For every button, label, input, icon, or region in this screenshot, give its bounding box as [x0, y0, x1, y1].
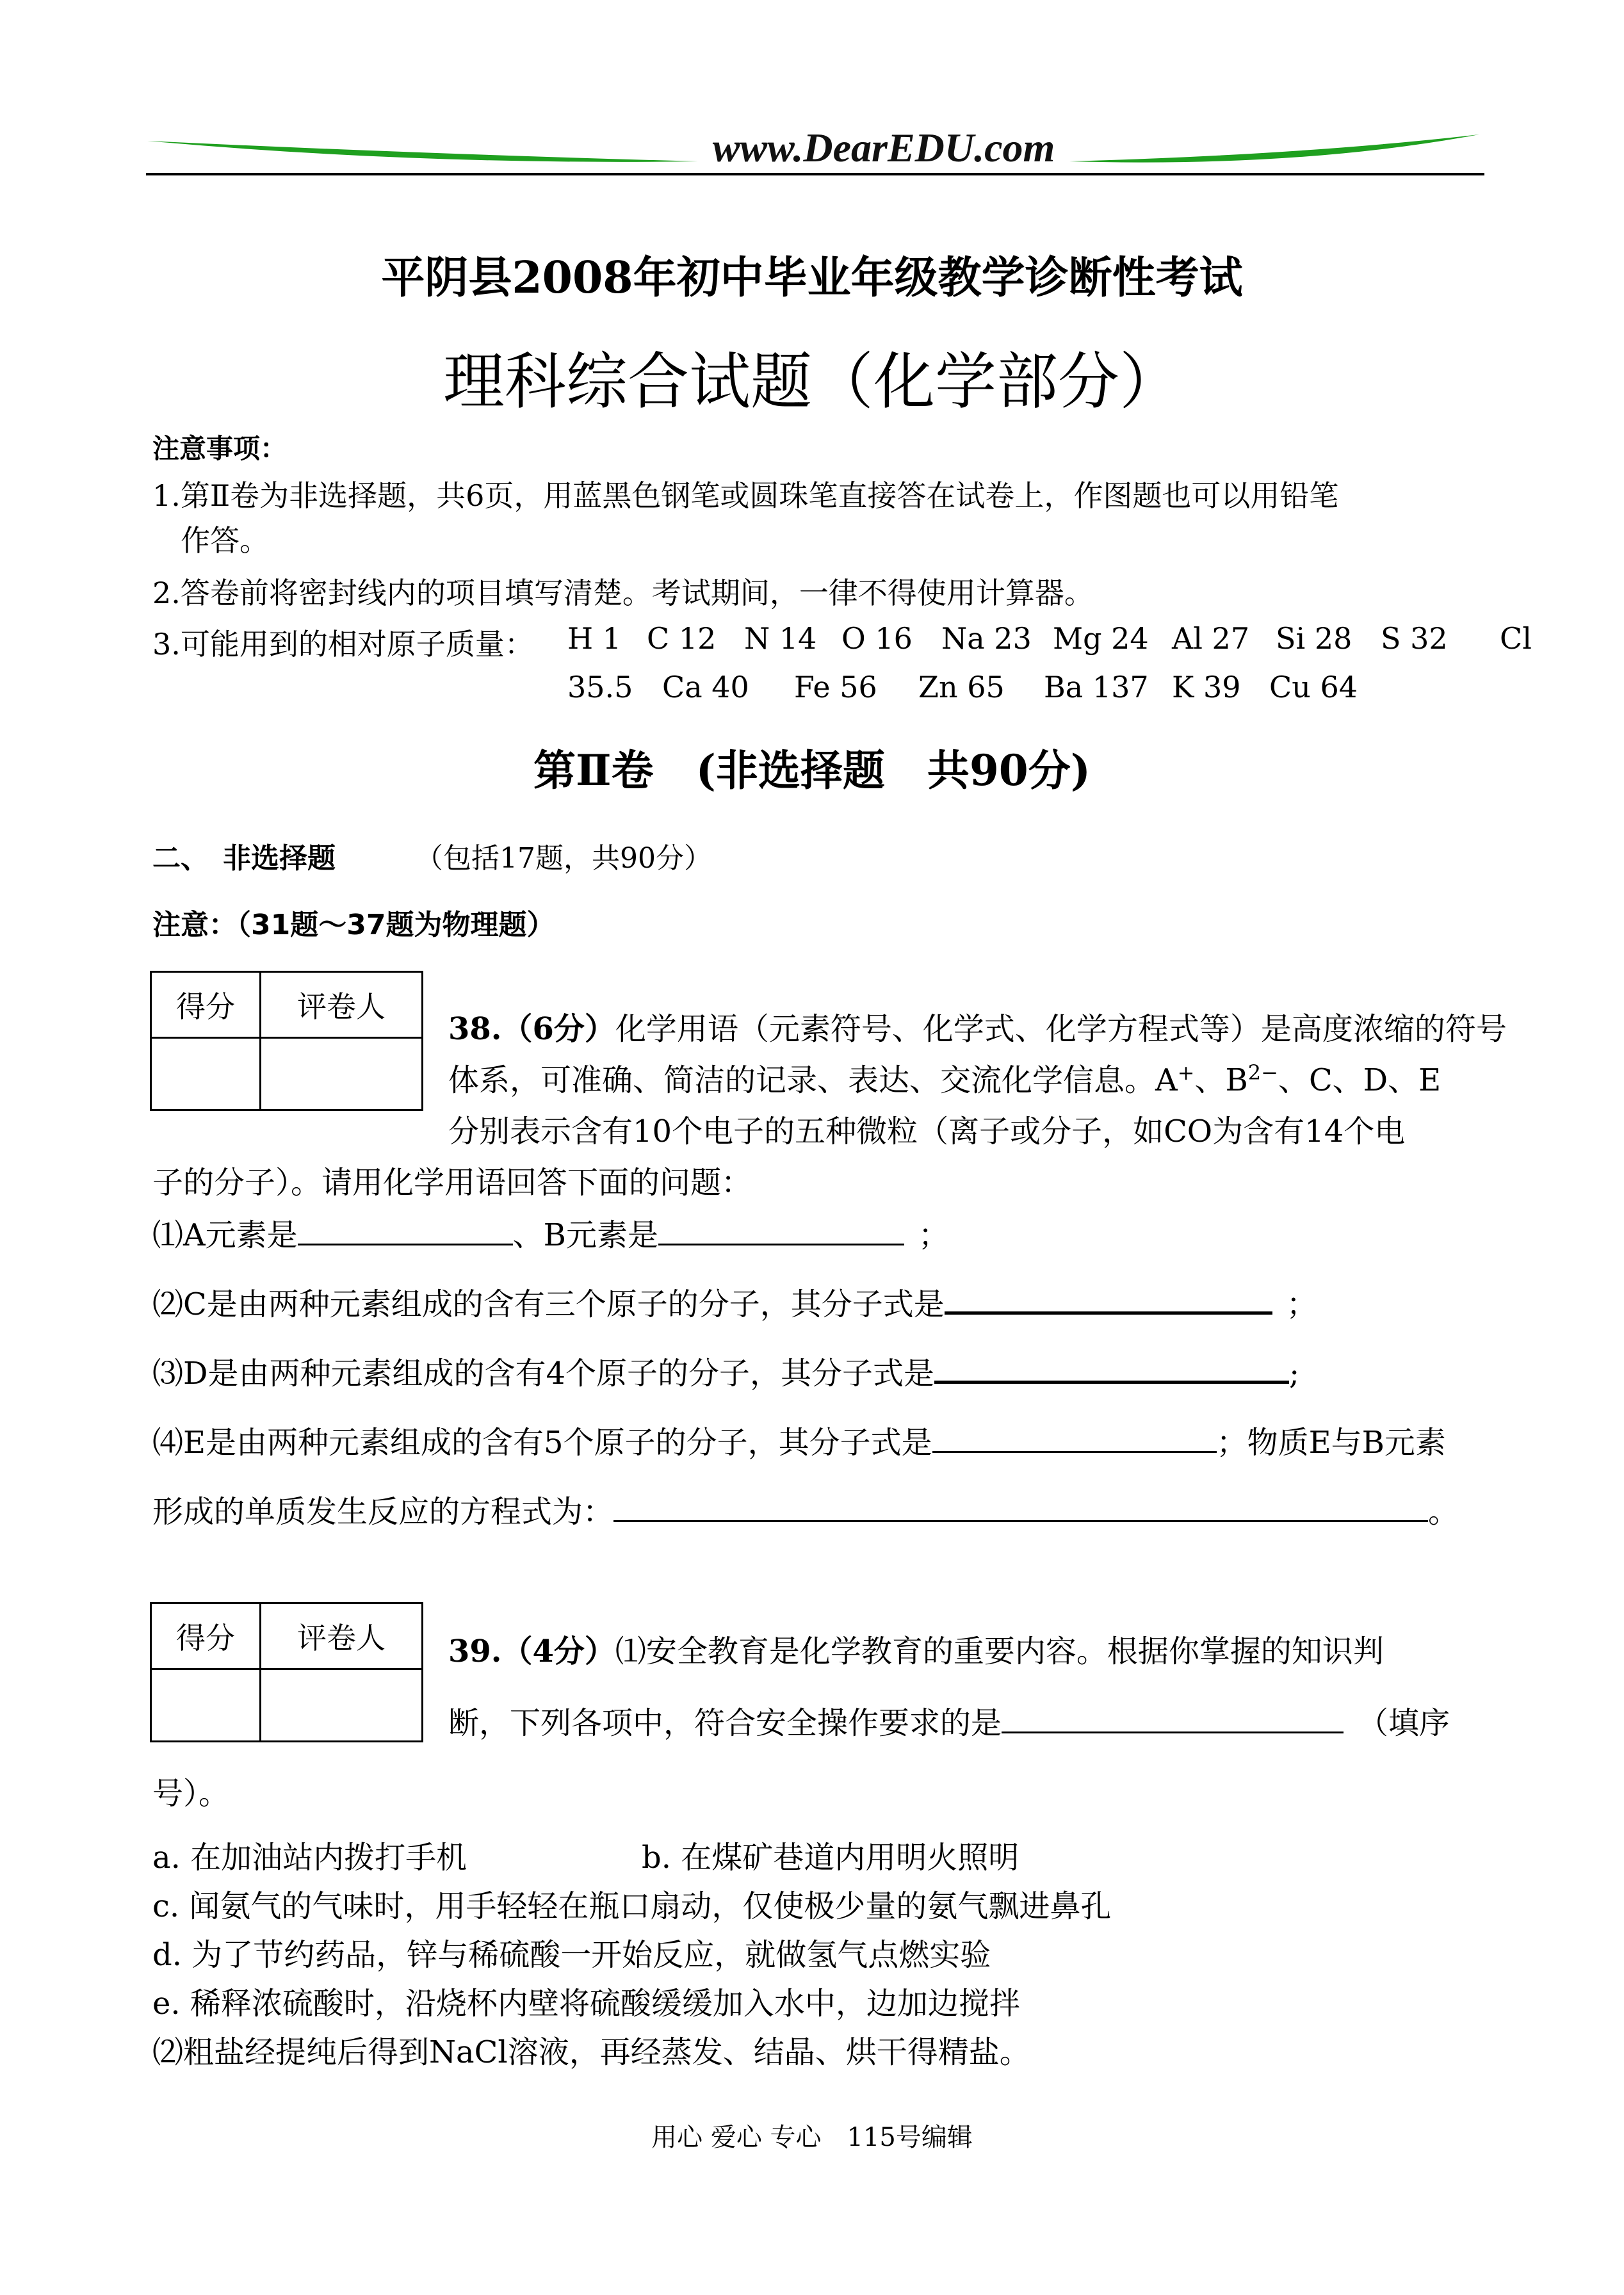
header-logo	[147, 122, 1492, 179]
q38-line-2	[448, 1055, 1441, 1099]
mass-h: H 1	[567, 621, 622, 656]
mass-s: S 32	[1381, 621, 1448, 656]
mass-mg: Mg 24	[1053, 621, 1149, 656]
grader-cell[interactable]	[261, 1038, 423, 1110]
page-footer: 用心 爱心 专心 115号编辑	[651, 2123, 973, 2152]
mass-c: C 12	[647, 621, 717, 656]
answer-blank-a-element[interactable]	[298, 1218, 513, 1245]
notes-item-1-cont: 作答。	[181, 523, 269, 558]
notes-item-1: 1.第Ⅱ卷为非选择题，共6页，用蓝黑色钢笔或圆珠笔直接答在试卷上，作图题也可以用铅笔	[152, 478, 1339, 513]
q38-p3-b: ;	[1289, 1356, 1300, 1391]
answer-blank-c-formula[interactable]	[945, 1286, 1272, 1315]
q39-text-2a: 断，下列各项中，符合安全操作要求的是	[448, 1705, 1002, 1741]
mass-ca: Ca 40	[662, 670, 749, 704]
q38-p5-b: 。	[1428, 1494, 1459, 1530]
header-rule	[146, 173, 1484, 175]
mass-k: K 39	[1172, 670, 1241, 704]
part-note: （包括17题，共90分）	[415, 842, 712, 875]
mass-zn: Zn 65	[918, 670, 1005, 704]
q39-text-2b: （填序	[1358, 1705, 1450, 1741]
mass-na: Na 23	[941, 621, 1032, 656]
score-cell[interactable]	[151, 1038, 261, 1110]
q38-part-4	[152, 1418, 1446, 1462]
notes-heading: 注意事项：	[152, 433, 288, 464]
notes-item-3-label: 3.可能用到的相对原子质量：	[152, 627, 534, 661]
q38-p2-a: ⑵C是由两种元素组成的含有三个原子的分子，其分子式是	[152, 1286, 945, 1322]
q38-p4-b: ；物质E与B元素	[1216, 1425, 1446, 1461]
q39-number: 39.（4分）	[448, 1634, 615, 1669]
q38-p1-a: ⑴A元素是	[152, 1217, 298, 1253]
score-box-q39	[150, 1602, 423, 1742]
grader-cell[interactable]	[261, 1669, 423, 1742]
q38-text-2c: 、C、D、E	[1278, 1062, 1441, 1098]
q39-line-1	[448, 1626, 1384, 1671]
q38-part-3	[152, 1349, 1299, 1393]
logo-swoosh-right	[1069, 134, 1479, 163]
q38-number: 38.（6分）	[448, 1011, 615, 1047]
q38-line-3: 分别表示含有10个电子的五种微粒（离子或分子，如CO为含有14个电	[448, 1114, 1406, 1149]
q38-p3-a: ⑶D是由两种元素组成的含有4个原子的分子，其分子式是	[152, 1356, 935, 1391]
q38-p1-b: 、B元素是	[512, 1217, 658, 1253]
q38-part-2	[152, 1279, 1317, 1324]
option-c: c. 闻氨气的气味时，用手轻轻在瓶口扇动，仅使极少量的氨气飘进鼻孔	[152, 1888, 1112, 1924]
option-d: d. 为了节约药品，锌与稀硫酸一开始反应，就做氢气点燃实验	[152, 1937, 991, 1973]
mass-cu: Cu 64	[1269, 670, 1358, 704]
answer-blank-equation[interactable]	[613, 1495, 1428, 1522]
mass-fe: Fe 56	[794, 670, 877, 704]
answer-blank-e-formula[interactable]	[932, 1425, 1217, 1453]
q38-p4-a: ⑷E是由两种元素组成的含有5个原子的分子，其分子式是	[152, 1425, 932, 1461]
mass-si: Si 28	[1276, 621, 1352, 656]
mass-cl: Cl	[1500, 621, 1532, 656]
option-a: a. 在加油站内拨打手机	[152, 1840, 467, 1876]
answer-blank-safety[interactable]	[1002, 1706, 1344, 1733]
q39-part-2: ⑵粗盐经提纯后得到NaCl溶液，再经蒸发、结晶、烘干得精盐。	[152, 2034, 1030, 2070]
score-label: 得分	[151, 972, 261, 1038]
score-cell[interactable]	[151, 1669, 261, 1742]
mass-n: N 14	[744, 621, 817, 656]
q39-line-2	[448, 1698, 1450, 1742]
grader-label: 评卷人	[261, 972, 423, 1038]
q38-text-2a: 体系，可准确、简洁的记录、表达、交流化学信息。A	[448, 1062, 1178, 1098]
mass-cl-value: 35.5	[567, 670, 633, 704]
notes-item-2: 2.答卷前将密封线内的项目填写清楚。考试期间，一律不得使用计算器。	[152, 576, 1094, 610]
physics-note: 注意：（31题～37题为物理题）	[152, 909, 555, 941]
answer-blank-d-formula[interactable]	[934, 1355, 1289, 1384]
section-title: 第Ⅱ卷 (非选择题 共90分)	[533, 745, 1091, 795]
option-b: b. 在煤矿巷道内用明火照明	[642, 1840, 1019, 1876]
mass-al: Al 27	[1172, 621, 1250, 656]
exam-title: 平阴县2008年初中毕业年级教学诊断性考试	[381, 252, 1243, 304]
q38-p1-c: ；	[918, 1217, 949, 1253]
logo-swoosh-left	[147, 141, 698, 162]
ion-charge-a: +	[1177, 1060, 1195, 1085]
grader-label: 评卷人	[261, 1603, 423, 1669]
logo-text: www.DearEDU.com	[712, 125, 1055, 170]
answer-blank-b-element[interactable]	[658, 1218, 904, 1245]
score-box-q38	[150, 971, 423, 1111]
ion-charge-b: 2−	[1247, 1060, 1278, 1085]
q38-text-2b: 、B	[1194, 1062, 1248, 1098]
q38-part-5	[152, 1487, 1459, 1531]
q38-p5-a: 形成的单质发生反应的方程式为：	[152, 1494, 614, 1530]
q38-p2-b: ；	[1286, 1286, 1317, 1322]
q38-line-4: 子的分子）。请用化学用语回答下面的问题：	[152, 1165, 752, 1201]
q38-line-1	[448, 1004, 1507, 1048]
mass-o: O 16	[841, 621, 913, 656]
q39-text-1: ⑴安全教育是化学教育的重要内容。根据你掌握的知识判	[615, 1634, 1384, 1669]
option-e: e. 稀释浓硫酸时，沿烧杯内壁将硫酸缓缓加入水中，边加边搅拌	[152, 1986, 1020, 2022]
q38-part-1	[152, 1210, 949, 1254]
q39-line-3: 号）。	[152, 1776, 230, 1812]
score-label: 得分	[151, 1603, 261, 1669]
exam-subtitle: 理科综合试题（化学部分）	[443, 346, 1181, 418]
part-label: 二、 非选择题	[152, 842, 336, 875]
mass-ba: Ba 137	[1044, 670, 1149, 704]
q38-text-1: 化学用语（元素符号、化学式、化学方程式等）是高度浓缩的符号	[615, 1011, 1507, 1047]
